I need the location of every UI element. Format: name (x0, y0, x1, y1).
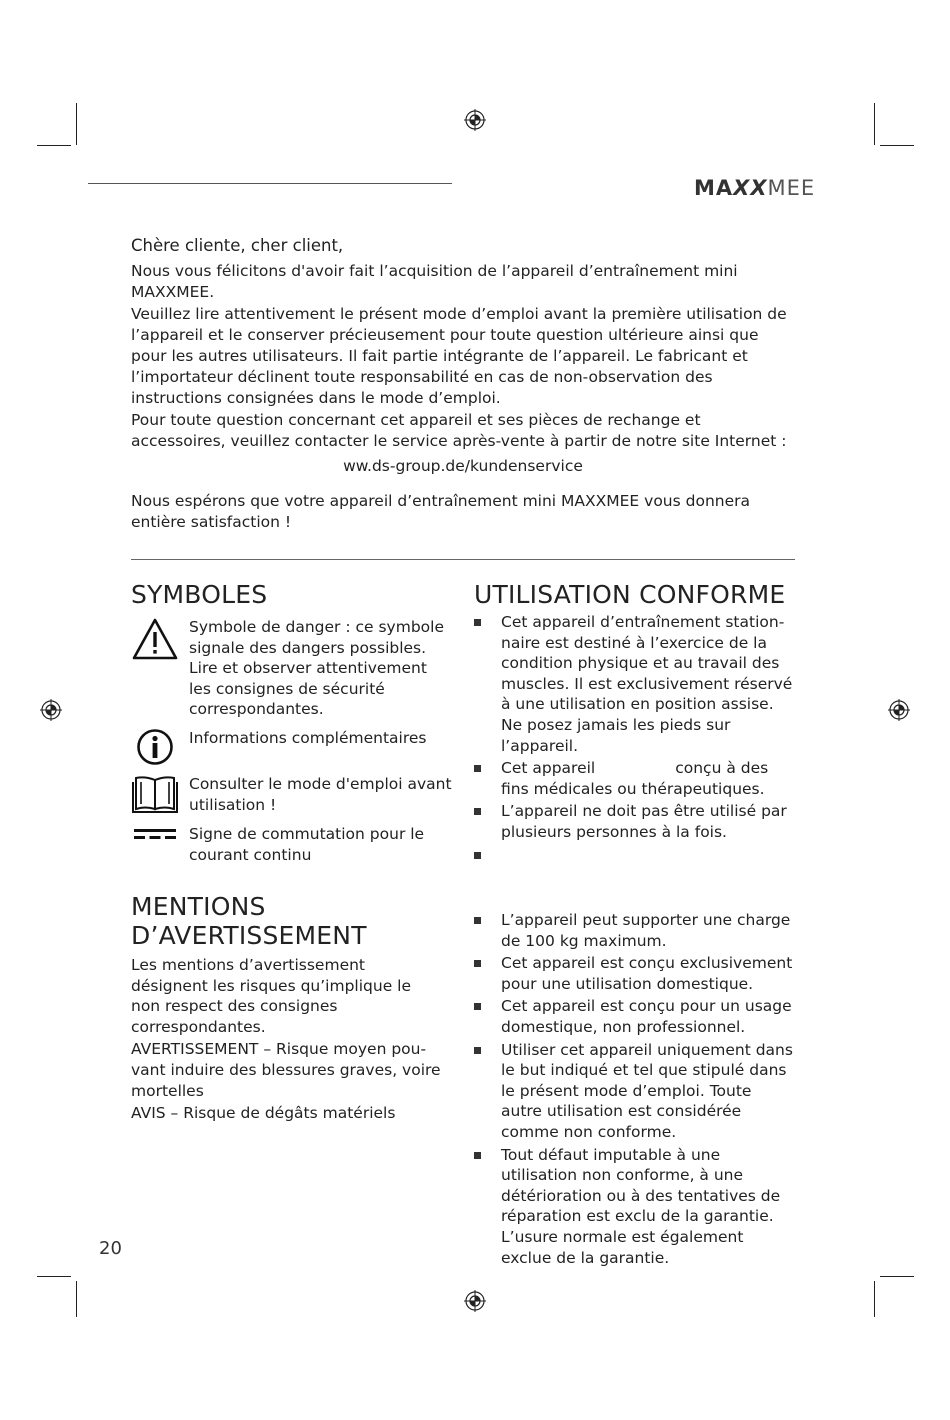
intro-paragraph: Veuillez lire attentivement le présent mode d’emploi avant la première utilisation de l’appareil et le conserver précieusement pour toute question ultérieure ainsi que pour les autres utilisateurs. Il fait partie intégrante de l’appareil. Le fabricant et l’importateur déclinent toute responsabilité en cas de non-observation des instructions consignées dans le mode d’emploi. (131, 305, 787, 407)
bullet-icon (474, 852, 481, 859)
section-title: MENTIONS (131, 892, 266, 921)
intro-paragraph: Pour toute question concernant cet appareil et ses pièces de rechange et accessoires, veuillez contacter le service après-vente à partir de notre site Internet : (131, 411, 787, 451)
crop-mark (874, 103, 875, 145)
service-url[interactable]: ww.ds-group.de/kundenservice (343, 456, 583, 475)
warning-text: Risque moyen pouvant induire des blessures graves, voire mortelles (131, 1040, 441, 1100)
product-name: appareil d’entraînement mini MAXXMEE (329, 491, 640, 510)
warning-text: Risque de dégâts matériels (183, 1104, 396, 1123)
logo-part: MEE (767, 176, 816, 200)
intro-paragraph (131, 491, 795, 533)
manual-book-icon (131, 774, 179, 818)
list-item-text: Cet appareil est conçu exclusivement pour une utilisation domestique. (501, 954, 793, 993)
warning-level (131, 1103, 443, 1124)
bullet-icon (474, 808, 481, 815)
list-item (474, 801, 796, 842)
usage-section-continued (474, 910, 796, 1270)
text: . (209, 282, 215, 301)
intro-paragraph (131, 261, 795, 303)
usage-list (474, 612, 796, 865)
symbol-row (131, 774, 453, 818)
crop-mark (37, 1276, 71, 1277)
symbol-row (131, 617, 453, 720)
list-item-text: Cet appareil (501, 759, 596, 778)
bullet-icon (474, 960, 481, 967)
bullet-icon (474, 765, 481, 772)
list-item-text: Tout défaut imputable à une utilisation non conforme, à une détérioration ou à des tentatives de réparation est exclu de la garantie. L’usure normale est également exclue de la garantie. (501, 1145, 781, 1267)
crop-mark (874, 1281, 875, 1317)
warnings-intro: Les mentions d’avertissement désignent les risques qu’implique le non respect des consignes correspondantes. (131, 956, 411, 1036)
crop-mark (880, 145, 914, 146)
symbol-row (131, 728, 453, 768)
usage-section (474, 580, 796, 867)
list-item (474, 1145, 796, 1269)
list-item-text: Utiliser cet appareil uniquement dans le but indiqué et tel que stipulé dans le présent mode d’emploi. Toute autre utilisation est considérée comme non conforme. (501, 1040, 793, 1141)
list-item (474, 996, 796, 1037)
warning-level (131, 1039, 443, 1101)
page-number: 20 (99, 1238, 122, 1259)
symbol-description: Signe de commutation pour le courant continu (189, 824, 425, 864)
intro-section (131, 236, 795, 534)
info-icon (131, 728, 179, 768)
list-item (474, 612, 796, 756)
usage-list (474, 910, 796, 1268)
bullet-icon (474, 1152, 481, 1159)
crop-mark (880, 1276, 914, 1277)
list-item (474, 1040, 796, 1143)
text: Nous vous félicitons d'avoir fait l’acquisition de (131, 261, 502, 280)
section-title: UTILISATION CONFORME (474, 580, 786, 609)
bullet-icon (474, 619, 481, 626)
bullet-icon (474, 1047, 481, 1054)
warning-triangle-icon (131, 617, 179, 661)
symbol-description: Informations complémentaires (189, 728, 427, 747)
symbol-description: Symbole de danger : ce symbole signale des dangers possibles. Lire et observer attentivement les consignes de sécurité correspondantes. (189, 618, 444, 719)
list-item-text: L’appareil ne doit pas être utilisé par plusieurs personnes à la fois. (501, 802, 787, 841)
list-item-text: Cet appareil est conçu pour un usage domestique, non professionnel. (501, 997, 792, 1036)
text: Nous espérons que votre (131, 491, 330, 510)
registration-mark-icon (464, 109, 486, 131)
greeting: Chère cliente, cher client, (131, 236, 344, 255)
section-title: D’AVERTISSEMENT (131, 921, 367, 950)
registration-mark-icon (888, 699, 910, 721)
symbol-row (131, 824, 453, 865)
registration-mark-icon (40, 699, 62, 721)
symbols-section (131, 580, 453, 871)
crop-mark (76, 1281, 77, 1317)
list-item (474, 758, 796, 799)
text: vous donnera entière satisfaction ! (131, 491, 751, 531)
warnings-section (131, 892, 443, 1124)
list-item (474, 845, 796, 865)
header-rule (88, 183, 452, 184)
symbol-description: Consulter le mode d'emploi avant utilisation ! (189, 774, 452, 814)
bullet-icon (474, 1003, 481, 1010)
list-item-text: Cet appareil d’entraînement stationnaire est destiné à l’exercice de la condition physique et au travail des muscles. Il est exclusivement réservé à une utilisation en position assise. Ne posez jamais les pieds sur l’appareil. (501, 613, 793, 755)
product-name: l’appareil d’entraînement mini MAXXMEE (131, 261, 738, 301)
warning-label: AVERTISSEMENT – (131, 1040, 276, 1059)
section-title: SYMBOLES (131, 580, 268, 609)
list-item-text: conçu à des fins médicales ou thérapeutiques. (501, 759, 769, 798)
crop-mark (37, 145, 71, 146)
section-divider (131, 559, 795, 560)
crop-mark (76, 103, 77, 145)
list-item (474, 953, 796, 994)
bullet-icon (474, 917, 481, 924)
brand-logo (694, 176, 815, 200)
logo-part: MA (694, 176, 734, 200)
registration-mark-icon (464, 1290, 486, 1312)
direct-current-icon (131, 824, 179, 848)
warning-label: AVIS – (131, 1104, 184, 1123)
logo-part: XX (733, 176, 768, 200)
list-item-text: L’appareil peut supporter une charge de 100 kg maximum. (501, 911, 791, 950)
list-item (474, 910, 796, 951)
